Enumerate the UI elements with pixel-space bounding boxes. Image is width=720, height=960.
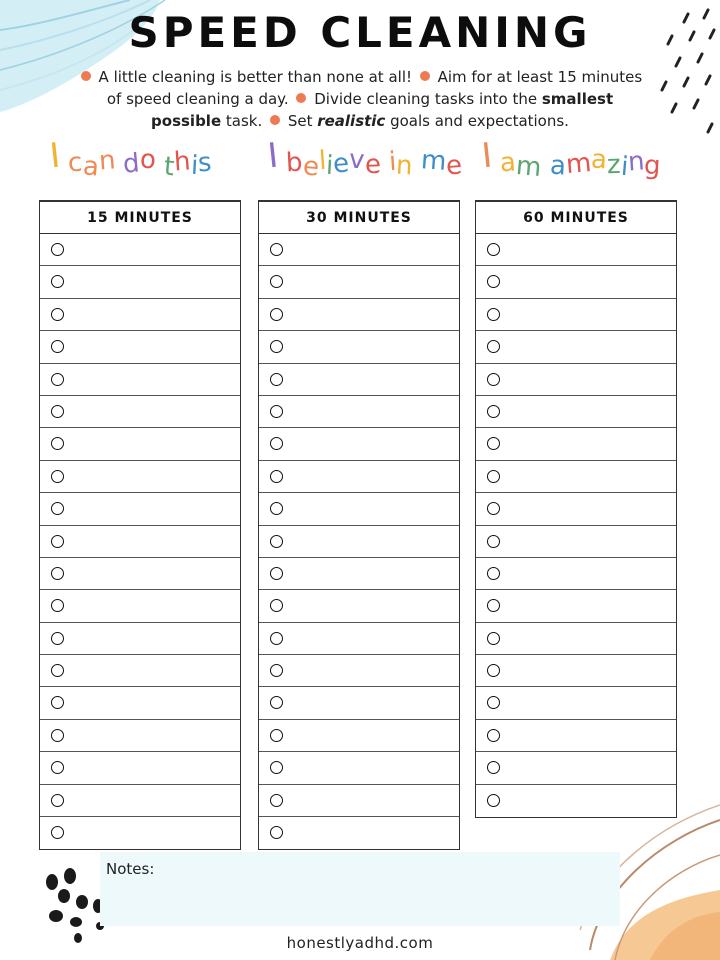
- column-heading: 15 MINUTES: [40, 202, 240, 234]
- tip-3: Divide cleaning tasks into the smallest possible task.: [151, 90, 614, 130]
- checklist-row[interactable]: [476, 234, 676, 266]
- checklist-row[interactable]: [259, 752, 459, 784]
- checklist-row[interactable]: [40, 623, 240, 655]
- checkbox-circle-icon[interactable]: [487, 632, 500, 645]
- checklist-row[interactable]: [476, 785, 676, 817]
- checkbox-circle-icon[interactable]: [51, 275, 64, 288]
- checkbox-circle-icon[interactable]: [270, 826, 283, 839]
- checkbox-circle-icon[interactable]: [270, 405, 283, 418]
- affirmation-1: [47, 135, 213, 192]
- checkbox-circle-icon[interactable]: [270, 664, 283, 677]
- checkbox-circle-icon[interactable]: [51, 664, 64, 677]
- checkbox-circle-icon[interactable]: [270, 373, 283, 386]
- checklist-row[interactable]: [40, 655, 240, 687]
- affirmation-2: [265, 135, 464, 192]
- checklist-15-minutes: [39, 200, 241, 850]
- checklist-row[interactable]: [40, 461, 240, 493]
- tip-3-bold: smallest possible: [151, 90, 614, 130]
- checkbox-circle-icon[interactable]: [270, 729, 283, 742]
- checklist-row[interactable]: [476, 266, 676, 298]
- checkbox-circle-icon[interactable]: [51, 243, 64, 256]
- checkbox-circle-icon[interactable]: [51, 373, 64, 386]
- checklist-row[interactable]: [40, 720, 240, 752]
- checklist-row[interactable]: [476, 558, 676, 590]
- checklist-row[interactable]: [476, 526, 676, 558]
- checkbox-circle-icon[interactable]: [51, 729, 64, 742]
- checkbox-circle-icon[interactable]: [270, 437, 283, 450]
- checklist-row[interactable]: [476, 687, 676, 719]
- checklist-row[interactable]: [259, 299, 459, 331]
- checklist-row[interactable]: [476, 590, 676, 622]
- checkbox-circle-icon[interactable]: [270, 696, 283, 709]
- checklist-row[interactable]: [40, 428, 240, 460]
- checkbox-circle-icon[interactable]: [270, 567, 283, 580]
- bullet-dot: [270, 115, 280, 125]
- checkbox-circle-icon[interactable]: [487, 405, 500, 418]
- column-heading: 30 MINUTES: [259, 202, 459, 234]
- checklist-row[interactable]: [40, 493, 240, 525]
- checklist-row[interactable]: [476, 461, 676, 493]
- checkbox-circle-icon[interactable]: [487, 664, 500, 677]
- checkbox-circle-icon[interactable]: [270, 761, 283, 774]
- checklist-row[interactable]: [40, 687, 240, 719]
- checkbox-circle-icon[interactable]: [487, 794, 500, 807]
- checklist-row[interactable]: [40, 396, 240, 428]
- bullet-dot: [296, 93, 306, 103]
- checkbox-circle-icon[interactable]: [487, 567, 500, 580]
- checkbox-circle-icon[interactable]: [487, 243, 500, 256]
- notes-label: Notes:: [106, 860, 155, 878]
- checklist-row[interactable]: [476, 364, 676, 396]
- checklist-row[interactable]: [259, 687, 459, 719]
- checklist-row[interactable]: [259, 785, 459, 817]
- checklist-row[interactable]: [40, 558, 240, 590]
- checkbox-circle-icon[interactable]: [270, 308, 283, 321]
- checklist-row[interactable]: [259, 623, 459, 655]
- checklist-60-minutes: [475, 200, 677, 818]
- checkbox-circle-icon[interactable]: [270, 470, 283, 483]
- checkbox-circle-icon[interactable]: [270, 340, 283, 353]
- checkbox-circle-icon[interactable]: [51, 826, 64, 839]
- checklist-row[interactable]: [476, 299, 676, 331]
- checkbox-circle-icon[interactable]: [51, 632, 64, 645]
- checklist-row[interactable]: [40, 364, 240, 396]
- checkbox-circle-icon[interactable]: [270, 275, 283, 288]
- checkbox-circle-icon[interactable]: [270, 794, 283, 807]
- checklist-row[interactable]: [259, 428, 459, 460]
- checkbox-circle-icon[interactable]: [51, 567, 64, 580]
- footer-website: honestlyadhd.com: [286, 934, 434, 952]
- checkbox-circle-icon[interactable]: [487, 535, 500, 548]
- checklist-30-minutes: [258, 200, 460, 850]
- checklist-row[interactable]: [40, 752, 240, 784]
- checklist-row[interactable]: [476, 752, 676, 784]
- checkbox-circle-icon[interactable]: [487, 373, 500, 386]
- checklist-row[interactable]: [259, 817, 459, 849]
- checkbox-circle-icon[interactable]: [487, 696, 500, 709]
- checklist-row[interactable]: [476, 331, 676, 363]
- checklist-row[interactable]: [40, 331, 240, 363]
- checklist-row[interactable]: [259, 396, 459, 428]
- checklist-row[interactable]: [259, 331, 459, 363]
- checkbox-circle-icon[interactable]: [51, 470, 64, 483]
- tip-1: A little cleaning is better than none at all!: [98, 68, 412, 86]
- tip-2: Aim for at least 15 minutes of speed cleaning a day.: [106, 68, 643, 108]
- checklist-row[interactable]: [40, 590, 240, 622]
- affirmation-text: I am amazing: [479, 135, 662, 184]
- tips-paragraph: [70, 66, 650, 132]
- checkbox-circle-icon[interactable]: [51, 502, 64, 515]
- checkbox-circle-icon[interactable]: [487, 308, 500, 321]
- checkbox-circle-icon[interactable]: [270, 599, 283, 612]
- checkbox-circle-icon[interactable]: [487, 502, 500, 515]
- checklist-row[interactable]: [40, 266, 240, 298]
- page-title: SPEED CLEANING: [128, 8, 592, 57]
- checklist-row[interactable]: [259, 266, 459, 298]
- checklist-row[interactable]: [476, 428, 676, 460]
- checklist-row[interactable]: [40, 526, 240, 558]
- tip-4-emphasis: realistic: [317, 112, 386, 130]
- checkbox-circle-icon[interactable]: [487, 437, 500, 450]
- bullet-dot: [420, 71, 430, 81]
- checkbox-circle-icon[interactable]: [51, 794, 64, 807]
- checkbox-circle-icon[interactable]: [487, 340, 500, 353]
- checkbox-circle-icon[interactable]: [487, 729, 500, 742]
- checklist-row[interactable]: [476, 655, 676, 687]
- checklist-row[interactable]: [40, 817, 240, 849]
- checkbox-circle-icon[interactable]: [270, 632, 283, 645]
- checklist-row[interactable]: [259, 364, 459, 396]
- checkbox-circle-icon[interactable]: [487, 599, 500, 612]
- checkbox-circle-icon[interactable]: [487, 275, 500, 288]
- checkbox-circle-icon[interactable]: [487, 761, 500, 774]
- checkbox-circle-icon[interactable]: [51, 696, 64, 709]
- checklist-row[interactable]: [476, 720, 676, 752]
- checkbox-circle-icon[interactable]: [51, 761, 64, 774]
- checkbox-circle-icon[interactable]: [51, 535, 64, 548]
- checklist-row[interactable]: [40, 299, 240, 331]
- checklist-row[interactable]: [259, 461, 459, 493]
- checklist-row[interactable]: [40, 785, 240, 817]
- checkbox-circle-icon[interactable]: [487, 470, 500, 483]
- checklist-row[interactable]: [476, 623, 676, 655]
- checklist-row[interactable]: [259, 234, 459, 266]
- checkbox-circle-icon[interactable]: [270, 502, 283, 515]
- checklist-row[interactable]: [259, 590, 459, 622]
- checklist-row[interactable]: [259, 526, 459, 558]
- checkbox-circle-icon[interactable]: [270, 243, 283, 256]
- checklist-row[interactable]: [259, 493, 459, 525]
- checkbox-circle-icon[interactable]: [51, 405, 64, 418]
- checkbox-circle-icon[interactable]: [51, 599, 64, 612]
- checkbox-circle-icon[interactable]: [270, 535, 283, 548]
- checklist-row[interactable]: [476, 396, 676, 428]
- affirmation-3: [479, 135, 662, 192]
- checkbox-circle-icon[interactable]: [51, 308, 64, 321]
- affirmation-text: I can do this: [47, 135, 213, 183]
- checklist-row[interactable]: [476, 493, 676, 525]
- checklist-row[interactable]: [40, 234, 240, 266]
- checklist-row[interactable]: [259, 720, 459, 752]
- checkbox-circle-icon[interactable]: [51, 437, 64, 450]
- notes-box[interactable]: [100, 852, 620, 926]
- checklist-row[interactable]: [259, 655, 459, 687]
- column-heading: 60 MINUTES: [476, 202, 676, 234]
- bullet-dot: [81, 71, 91, 81]
- checklist-row[interactable]: [259, 558, 459, 590]
- affirmation-text: I believe in me: [265, 135, 464, 183]
- tip-4: Set realistic goals and expectations.: [287, 112, 569, 130]
- checkbox-circle-icon[interactable]: [51, 340, 64, 353]
